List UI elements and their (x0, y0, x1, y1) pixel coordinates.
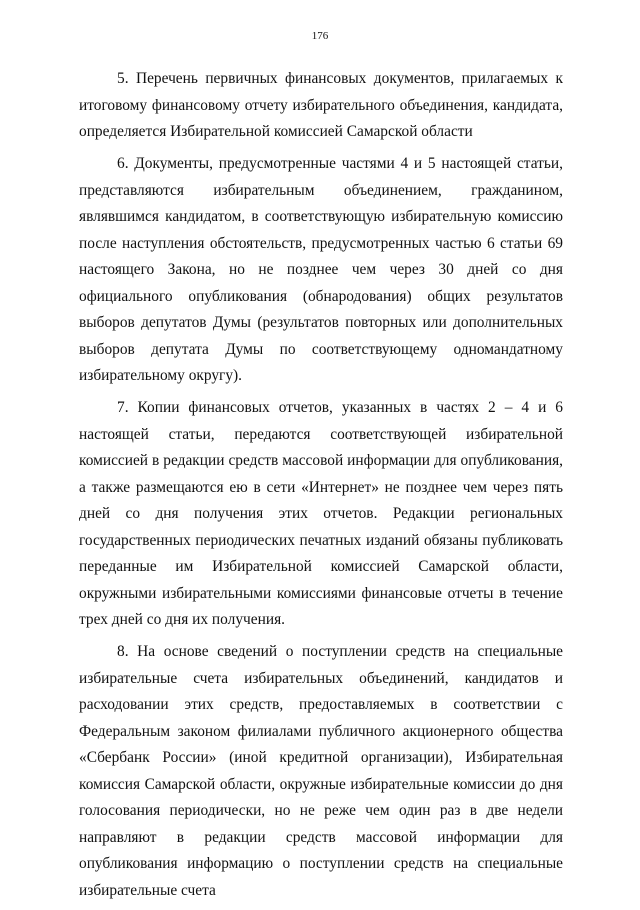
text-line: Избирательной комиссией Самарской области, окружными (79, 558, 564, 602)
text-line: наступления обстоятельств, предусмотренных частью 6 статьи 69 (122, 234, 563, 252)
text-line: настоящей статьи, передаются соответствующей избирательной комиссией (79, 425, 563, 469)
text-line: Думы по соответствующему одномандатному избирательному округу). (79, 340, 563, 384)
text-line: 8. На основе сведений о поступлении средств на специальные (117, 643, 563, 660)
text-line: голосования периодически, но не реже чем один раз в две недели (79, 802, 563, 819)
text-line: итоговому финансовому отчету избирательного объединения, кандидата, (79, 96, 563, 114)
text-line: определяется Избирательной комиссией Самарской области (79, 123, 473, 140)
text-line: 6. Документы, предусмотренные частями 4 и 5 настоящей статьи, (117, 155, 563, 172)
document-body (79, 66, 563, 910)
paragraph-5 (79, 66, 563, 146)
text-line: представляются избирательным объединением, гражданином, являвшимся (79, 181, 563, 225)
text-line: Федеральным законом филиалами публичного акционерного общества (79, 722, 563, 740)
text-line: периодических печатных изданий обязаны публиковать переданные им (79, 531, 563, 575)
text-line: кандидатом, в соответствующую избирательную комиссию после (79, 208, 563, 252)
text-line: «Сбербанк России» (иной кредитной организации), Избирательная (79, 749, 563, 766)
text-line: информацию о поступлении средств на специальные избирательные счета (79, 855, 563, 899)
text-line: опубликования (обнародования) общих результатов выборов депутатов (79, 287, 563, 331)
text-line: Думы (результатов повторных или дополнительных выборов депутата (79, 314, 563, 358)
text-line: комиссия Самарской области, окружные избирательные комиссии до дня (79, 775, 563, 793)
text-line: направляют в редакции средств массовой информации для опубликования (79, 828, 563, 872)
text-line: получения этих отчетов. Редакции региональных государственных (79, 505, 563, 549)
text-line: размещаются ею в сети «Интернет» не позднее чем через пять дней со дня (79, 478, 563, 522)
text-line: расходовании этих средств, предоставляемых в соответствии с (79, 696, 563, 713)
paragraph-7 (79, 395, 563, 634)
text-line: 5. Перечень первичных финансовых документов, прилагаемых к (117, 70, 563, 87)
text-line: настоящего Закона, но не позднее чем через 30 дней со дня официального (79, 261, 563, 305)
text-line: избирательные счета избирательных объединений, кандидатов и (79, 669, 563, 687)
page-number: 176 (311, 30, 329, 42)
paragraph-8 (79, 639, 563, 904)
text-line: дня их получения. (165, 611, 286, 628)
text-line: в редакции средств массовой информации для опубликования, а также (79, 452, 563, 496)
text-line: избирательными комиссиями финансовые отчеты в течение трех дней со (79, 584, 563, 628)
text-line: 7. Копии финансовых отчетов, указанных в частях 2 – 4 и 6 (117, 399, 563, 416)
paragraph-6 (79, 151, 563, 390)
